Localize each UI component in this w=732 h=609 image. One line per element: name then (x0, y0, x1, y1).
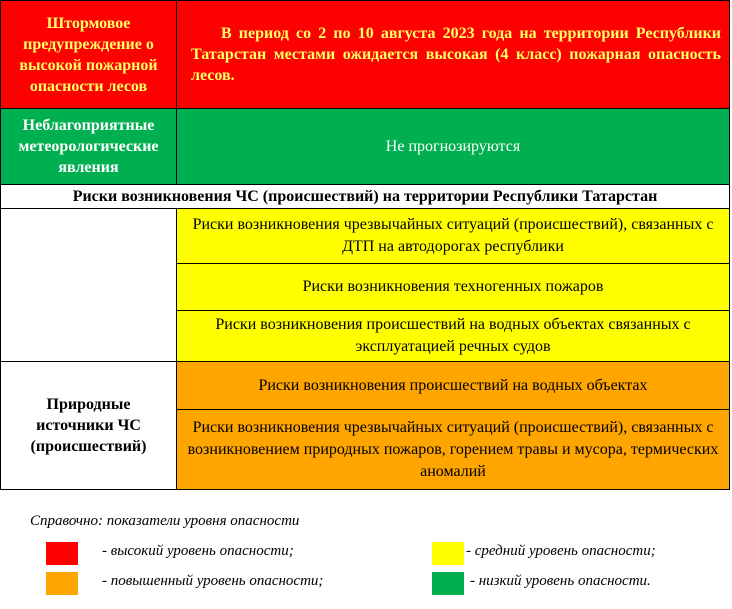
risk-water-objects: Риски возникновения происшествий на водных объектах (177, 362, 730, 410)
legend-swatch-high (46, 542, 78, 565)
risk-road-accidents: Риски возникновения чрезвычайных ситуаций (происшествий), связанных с ДТП на автодорогах республики (177, 209, 730, 264)
warning-label: Штормовое предупреждение о высокой пожарной опасности лесов (1, 1, 177, 109)
legend-elevated: - повышенный уровень опасности; (102, 573, 324, 589)
tech-sources-label-cell (1, 209, 177, 362)
legend-high: - высокий уровень опасности; (102, 543, 294, 559)
legend-medium: - средний уровень опасности; (466, 543, 656, 559)
risk-natural-fires: Риски возникновения чрезвычайных ситуаций (происшествий), связанных с возникновением природных пожаров, горением травы и мусора, термических аномалий (177, 410, 730, 490)
natural-sources-label: Природные источники ЧС (происшествий) (1, 362, 177, 490)
section-title: Риски возникновения ЧС (происшествий) на территории Республики Татарстан (1, 185, 730, 209)
meteo-label: Неблагоприятные метеорологические явления (1, 109, 177, 185)
risk-river-vessels: Риски возникновения происшествий на водных объектах связанных с эксплуатацией речных судов (177, 311, 730, 362)
meteo-text: Не прогнозируются (177, 109, 730, 185)
legend-title: Справочно: показатели уровня опасности (30, 513, 300, 529)
legend-low: - низкий уровень опасности. (470, 573, 651, 589)
legend-swatch-low (432, 572, 464, 595)
legend-swatch-medium (432, 542, 464, 565)
legend-swatch-elevated (46, 572, 78, 595)
risk-tech-fires: Риски возникновения техногенных пожаров (177, 264, 730, 311)
warning-text: В период со 2 по 10 августа 2023 года на территории Республики Татарстан местами ожидается высокая (4 класс) пожарная опасность лесов. (177, 1, 730, 109)
